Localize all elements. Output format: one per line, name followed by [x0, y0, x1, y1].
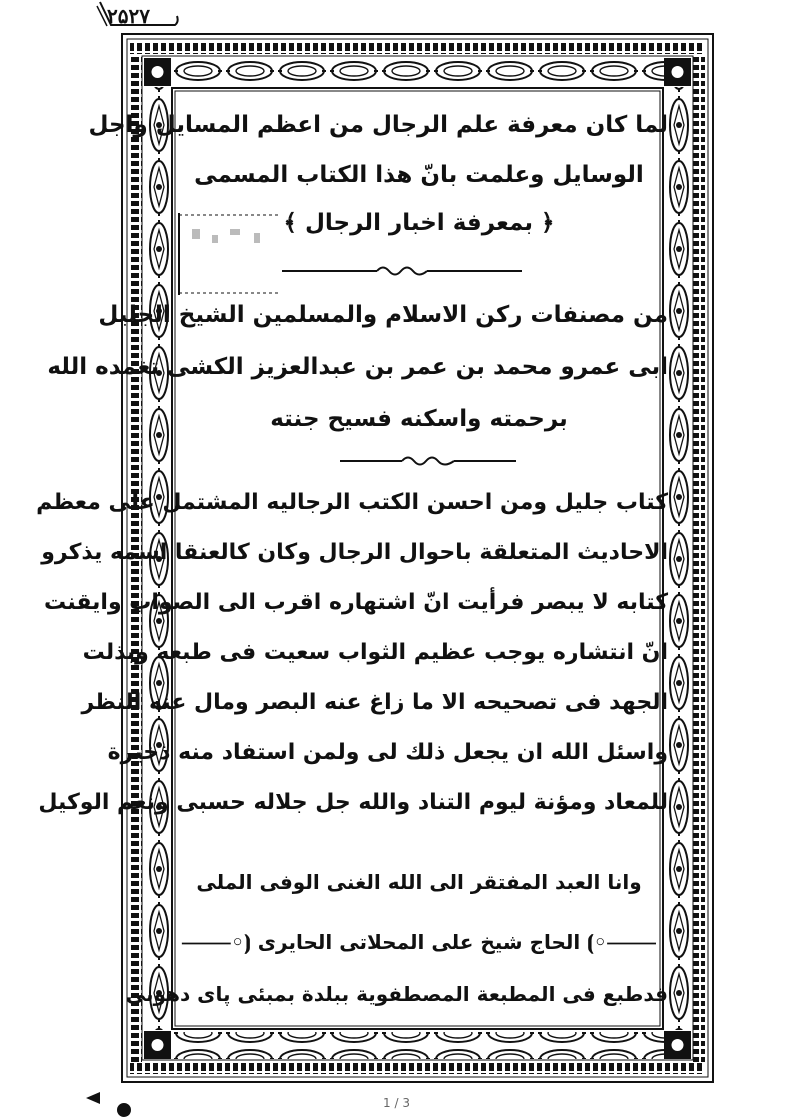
page-number-tab — [95, 0, 180, 30]
author-line-2: ابى عمرو محمد بن عمر بن عبدالعزيز الكشى تغمده الله — [47, 354, 668, 380]
divider-1 — [282, 264, 522, 278]
body-line-7: للمعاد ومؤنة ليوم التناد والله جل جلاله حسبى ونعم الوكيل — [38, 790, 668, 815]
book-title: ﴿ بمعرفة اخبار الرجال ﴾ — [283, 210, 555, 236]
body-line-2: الاحاديث المتعلقة باحوال الرجال وكان كالعنقا اسمه يذكرو — [41, 540, 668, 565]
author-line-3: برحمته واسكنه فسيح جنته — [270, 406, 568, 432]
dash-ornament-right: ⦗◦⸻ — [181, 930, 258, 954]
colophon-line-2 — [170, 926, 668, 955]
intro-line-2: الوسايل وعلمت بانّ هذا الكتاب المسمى — [194, 162, 644, 188]
body-line-4: انّ انتشاره يوجب عظيم الثواب سعيت فى طبعه وبذلت — [82, 640, 668, 665]
colophon-line-3: قدطبع فى المطبعة المصطفوية ببلدة بمبئى پاى دهونى — [125, 982, 668, 1006]
body-line-3: كتابه لا يبصر فرأيت انّ اشتهاره اقرب الى الصواب وايقنت — [44, 590, 668, 615]
intro-line-1: لما كان معرفة علم الرجال من اعظم المسايل واجل — [88, 112, 668, 138]
body-line-5: الجهد فى تصحيحه الا ما زاغ عنه البصر ومال عنه النظر — [81, 690, 668, 715]
title-page-content — [36, 100, 668, 1023]
dash-ornament-left: ⸻◦⦘ — [580, 930, 657, 954]
page-number: ۲۵۲۷ — [107, 4, 150, 28]
editor-name: الحاج شيخ على المحلاتى الحايرى — [257, 930, 581, 954]
body-line-6: واسئل الله ان يجعل ذلك لى ولمن استفاد منه ذخيرة — [107, 740, 668, 765]
body-line-1: كتاب جليل ومن احسن الكتب الرجاليه المشتمل على معظم — [36, 490, 668, 515]
divider-2 — [340, 454, 516, 468]
author-line-1: من مصنفات ركن الاسلام والمسلمين الشيخ الجليل — [98, 302, 668, 328]
page-indicator: 1 / 3 — [383, 1096, 410, 1110]
colophon-line-1: وانا العبد المفتقر الى الله الغنى الوفى الملى — [196, 870, 642, 894]
